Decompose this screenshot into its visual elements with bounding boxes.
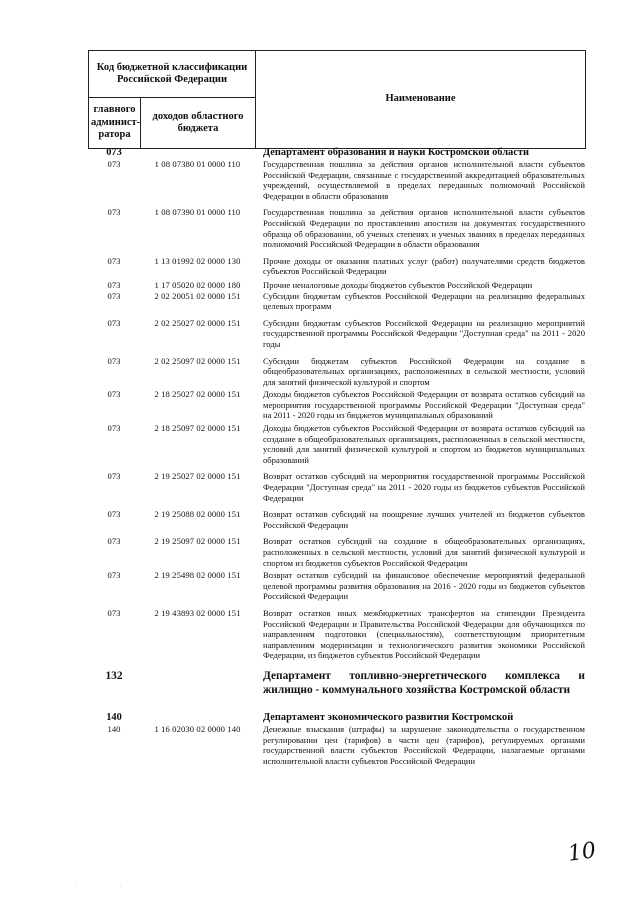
admin-code-cell: 073 <box>107 570 121 581</box>
name-cell: Государственная пошлина за действия органов исполнительной власти субъектов Российской Федерации, связанные с государственной аккредитацией образовательных учреждений, осуществляемой в пределах переданных полномочий Российской Федерации в области образования <box>263 159 585 201</box>
admin-code-cell: 073 <box>106 147 122 158</box>
admin-code-cell: 073 <box>107 509 121 520</box>
table-row <box>88 509 585 530</box>
table-row <box>88 280 585 291</box>
income-code-cell: 1 08 07390 01 0000 110 <box>154 207 241 218</box>
name-cell: Государственная пошлина за действия органов исполнительной власти субъектов Российской Федерации по проставлению апостиля на документах государственного образца об образовании, об ученых степенях и ученых званиях в пределах переданных полномочий Российской Федерации в области образования <box>263 207 585 250</box>
admin-code-cell: 073 <box>107 317 121 328</box>
scan-speck: · <box>120 884 122 890</box>
income-code-cell: 2 18 25097 02 0000 151 <box>154 423 241 434</box>
name-cell: Доходы бюджетов субъектов Российской Федерации от возврата остатков субсидий на мероприятия государственной программы Российской Федерации "Доступная среда" на 2011 - 2020 годы из бюджетов муниципальных образований <box>263 389 585 421</box>
table-row <box>88 570 585 602</box>
admin-code-cell: 073 <box>107 389 121 400</box>
income-header: доходов областного бюджета <box>141 98 256 149</box>
table-row <box>88 536 585 568</box>
name-cell: Возврат остатков субсидий на создание в общеобразовательных организациях, расположенных в сельской местности, условий для занятий физической культурой и спортом из бюджетов субъектов Российской Федерации <box>263 536 585 568</box>
admin-code-cell: 073 <box>107 207 121 218</box>
admin-code-cell: 073 <box>107 255 121 266</box>
name-cell: Субсидии бюджетам субъектов Российской Федерации на реализацию федеральных целевых программ <box>263 290 585 312</box>
table-row <box>88 318 585 350</box>
department-row <box>88 146 585 159</box>
income-code-cell: 2 02 20051 02 0000 151 <box>154 290 241 301</box>
name-cell: Возврат остатков субсидий на финансовое обеспечение мероприятий федеральной целевой программы развития образования на 2016 - 2020 годы из бюджетов субъектов Российской Федерации <box>263 570 585 602</box>
admin-header: главного админист-ратора <box>89 98 141 149</box>
name-cell: Возврат остатков иных межбюджетных трансфертов на стипендии Президента Российской Федерации и Правительства Российской Федерации для обучающихся по направлениям подготовки (специальностям), соответствующим приоритетным направлениям модернизации и технологического развития экономики Российской Федерации, из бюджетов субъектов Российской Федерации <box>263 607 585 661</box>
name-cell: Субсидии бюджетам субъектов Российской Федерации на создание в общеобразовательных организациях, расположенных в сельской местности, условий для занятий физической культурой и спортом <box>263 355 585 387</box>
header-table <box>88 50 586 149</box>
table-row <box>88 159 585 201</box>
table-row <box>88 471 585 503</box>
admin-code-cell: 073 <box>107 423 121 434</box>
admin-code-cell: 073 <box>107 290 121 301</box>
income-code-cell: 2 18 25027 02 0000 151 <box>154 389 241 400</box>
name-cell: Прочие неналоговые доходы бюджетов субъектов Российской Федерации <box>263 279 533 290</box>
kbk-header: Код бюджетной классификации Российской Федерации <box>89 51 256 98</box>
admin-code-cell: 073 <box>107 536 121 547</box>
admin-code-cell: 073 <box>107 607 121 618</box>
name-cell: Прочие доходы от оказания платных услуг (работ) получателями средств бюджетов субъектов Российской Федерации <box>263 255 585 277</box>
name-cell: Субсидии бюджетам субъектов Российской Федерации на реализацию мероприятий государственной программы Российской Федерации "Доступная среда" на 2011 - 2020 годы <box>263 317 585 349</box>
table-row <box>88 256 585 277</box>
classification-list <box>88 146 585 766</box>
income-code-cell: 2 19 43893 02 0000 151 <box>154 607 241 618</box>
income-code-cell: 2 02 25097 02 0000 151 <box>154 355 241 366</box>
department-row <box>88 711 585 724</box>
name-cell: Департамент образования и науки Костромской области <box>263 147 529 158</box>
income-code-cell: 2 19 25498 02 0000 151 <box>154 570 241 581</box>
admin-code-cell: 073 <box>107 471 121 482</box>
name-cell: Департамент топливно-энергетического комплекса и жилищно - коммунального хозяйства Костромской области <box>263 669 585 696</box>
admin-code-cell: 073 <box>107 355 121 366</box>
page-number-handwritten: 10 <box>566 838 598 867</box>
income-code-cell: 2 19 25088 02 0000 151 <box>154 509 241 520</box>
income-code-cell: 1 17 05020 02 0000 180 <box>154 279 241 290</box>
scan-speck: · <box>74 884 76 890</box>
income-code-cell: 2 19 25097 02 0000 151 <box>154 536 241 547</box>
table-row <box>88 207 585 249</box>
income-code-cell: 2 19 25027 02 0000 151 <box>154 471 241 482</box>
table-row <box>88 356 585 388</box>
income-code-cell: 1 08 07380 01 0000 110 <box>154 159 241 169</box>
name-header: Наименование <box>256 51 586 149</box>
table-row <box>88 608 585 661</box>
income-code-cell: 1 13 01992 02 0000 130 <box>154 255 241 266</box>
department-row <box>88 669 585 697</box>
income-code-cell: 2 02 25027 02 0000 151 <box>154 317 241 328</box>
name-cell: Департамент экономического развития Костромской <box>263 711 514 723</box>
admin-code-cell: 073 <box>107 159 121 169</box>
table-row <box>88 291 585 312</box>
admin-code-cell: 140 <box>106 711 122 723</box>
name-cell: Возврат остатков субсидий на поощрение лучших учителей из бюджетов субъектов Российской Федерации <box>263 509 585 530</box>
admin-code-cell: 073 <box>107 279 121 290</box>
name-cell: Денежные взыскания (штрафы) за нарушение законодательства о государственном регулировании цен (тарифов) в части цен (тарифов), регулируемых органами государственной власти субъектов Российской Федерации, налагаемые органами исполнительной власти субъектов Российской Федерации <box>263 723 585 766</box>
name-cell: Возврат остатков субсидий на мероприятия государственной программы Российской Федерации "Доступная среда" на 2011 - 2020 годы из бюджетов субъектов Российской Федерации <box>263 471 585 503</box>
name-cell: Доходы бюджетов субъектов Российской Федерации от возврата остатков субсидий на создание в общеобразовательных организациях, расположенных в сельской местности, условий для занятий физической культурой и спортом из бюджетов муниципальных образований <box>263 423 585 465</box>
admin-code-cell: 132 <box>105 669 123 682</box>
table-row <box>88 423 585 465</box>
table-row <box>88 724 585 766</box>
admin-code-cell: 140 <box>107 723 121 734</box>
table-row <box>88 389 585 421</box>
income-code-cell: 1 16 02030 02 0000 140 <box>154 723 241 734</box>
